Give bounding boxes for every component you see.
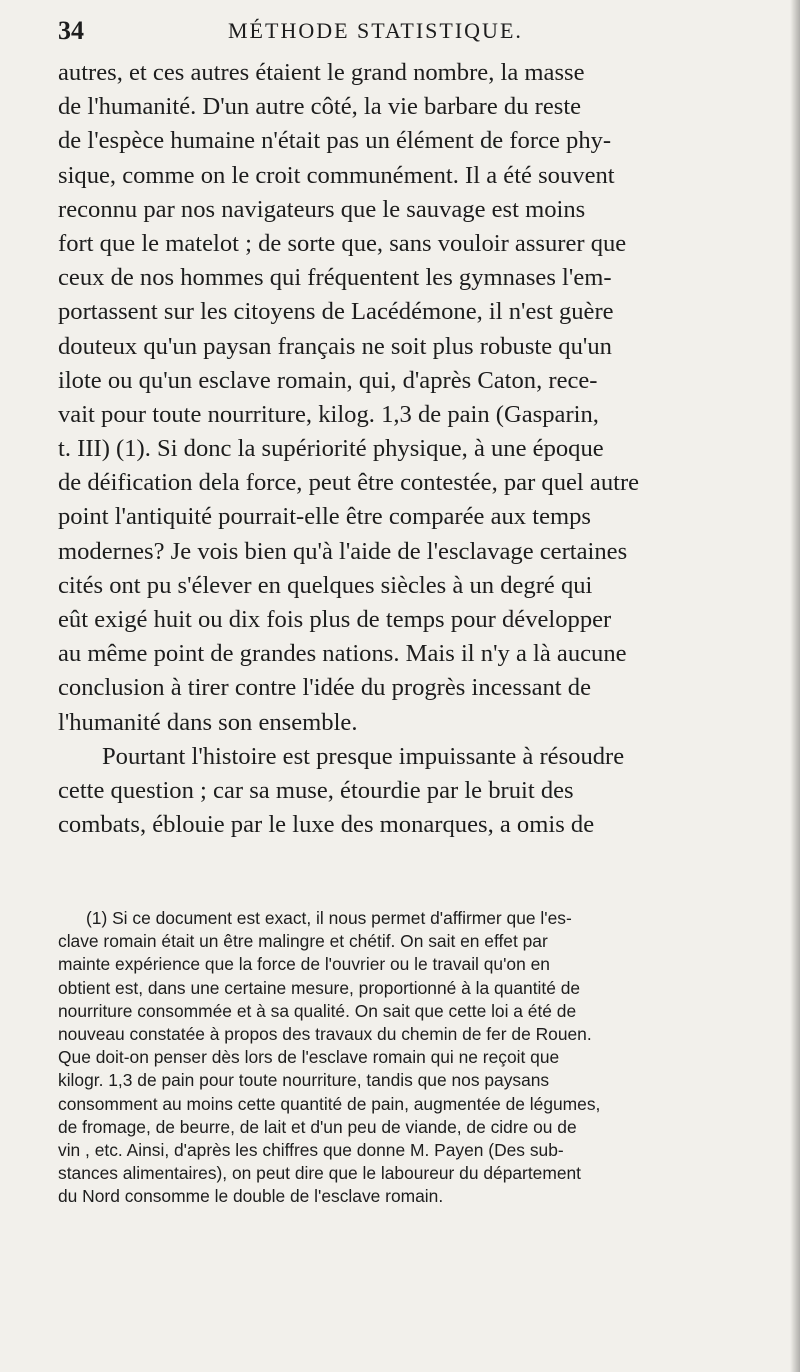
text-line: Pourtant l'histoire est presque impuissante à résoudre <box>102 742 625 770</box>
main-text <box>58 56 793 842</box>
text-line: point l'antiquité pourrait-elle être comparée aux temps <box>58 503 591 531</box>
footnote-line: consomment au moins cette quantité de pain, augmentée de légumes, <box>58 1093 601 1114</box>
page-header <box>58 16 760 46</box>
page-number: 34 <box>58 16 84 45</box>
footnote-line: clave romain était un être malingre et chétif. On sait en effet par <box>58 931 548 952</box>
text-line: portassent sur les citoyens de Lacédémone, il n'est guère <box>58 298 614 326</box>
page-edge-shadow <box>790 0 800 1372</box>
text-line: cités ont pu s'élever en quelques siècles à un degré qui <box>58 571 593 599</box>
text-line: eût exigé huit ou dix fois plus de temps pour développer <box>58 606 612 633</box>
text-line: de l'humanité. D'un autre côté, la vie barbare du reste <box>58 93 582 121</box>
text-line: modernes? Je vois bien qu'à l'aide de l'esclavage certaines <box>58 537 628 565</box>
text-line: sique, comme on le croit communément. Il a été souvent <box>58 161 615 189</box>
text-line: au même point de grandes nations. Mais il n'y a là aucune <box>58 640 627 668</box>
text-line: cette question ; car sa muse, étourdie par le bruit des <box>58 776 574 804</box>
footnote-line: Que doit-on penser dès lors de l'esclave romain qui ne reçoit que <box>58 1047 560 1068</box>
text-line: vait pour toute nourriture, kilog. 1,3 de pain (Gasparin, <box>58 400 599 428</box>
footnote-line: kilogr. 1,3 de pain pour toute nourriture, tandis que nos paysans <box>58 1070 550 1091</box>
footnote-line: (1) Si ce document est exact, il nous permet d'affirmer que l'es- <box>86 908 572 928</box>
footnote-line: stances alimentaires), on peut dire que le laboureur du département <box>58 1163 582 1184</box>
footnote-line: de fromage, de beurre, de lait et d'un peu de viande, de cidre ou de <box>58 1116 577 1137</box>
text-line: fort que le matelot ; de sorte que, sans vouloir assurer que <box>58 229 627 257</box>
text-line: de déification dela force, peut être contestée, par quel autre <box>58 469 640 497</box>
footnote-line: vin , etc. Ainsi, d'après les chiffres que donne M. Payen (Des sub- <box>58 1139 564 1160</box>
text-line: conclusion à tirer contre l'idée du progrès incessant de <box>58 674 592 702</box>
footnote-line: nouveau constatée à propos des travaux du chemin de fer de Rouen. <box>58 1023 592 1044</box>
footnote-line: nourriture consommée et à sa qualité. On sait que cette loi a été de <box>58 1000 577 1021</box>
footnote-line: mainte expérience que la force de l'ouvrier ou le travail qu'on en <box>58 954 550 975</box>
footnote-line: du Nord consomme le double de l'esclave romain. <box>58 1186 444 1207</box>
text-line: ceux de nos hommes qui fréquentent les gymnases l'em- <box>58 264 612 292</box>
text-line: ilote ou qu'un esclave romain, qui, d'après Caton, rece- <box>58 366 598 394</box>
footnote-line: obtient est, dans une certaine mesure, proportionné à la quantité de <box>58 977 581 998</box>
footnote <box>58 907 793 1208</box>
text-line: combats, éblouie par le luxe des monarques, a omis de <box>58 811 595 839</box>
text-line: l'humanité dans son ensemble. <box>58 708 358 736</box>
text-line: reconnu par nos navigateurs que le sauvage est moins <box>58 195 586 223</box>
running-title: MÉTHODE STATISTIQUE. <box>228 18 523 43</box>
text-line: douteux qu'un paysan français ne soit plus robuste qu'un <box>58 332 612 360</box>
text-line: t. III) (1). Si donc la supériorité physique, à une époque <box>58 435 604 463</box>
text-line: autres, et ces autres étaient le grand nombre, la masse <box>58 59 585 86</box>
text-line: de l'espèce humaine n'était pas un élément de force phy- <box>58 127 612 155</box>
